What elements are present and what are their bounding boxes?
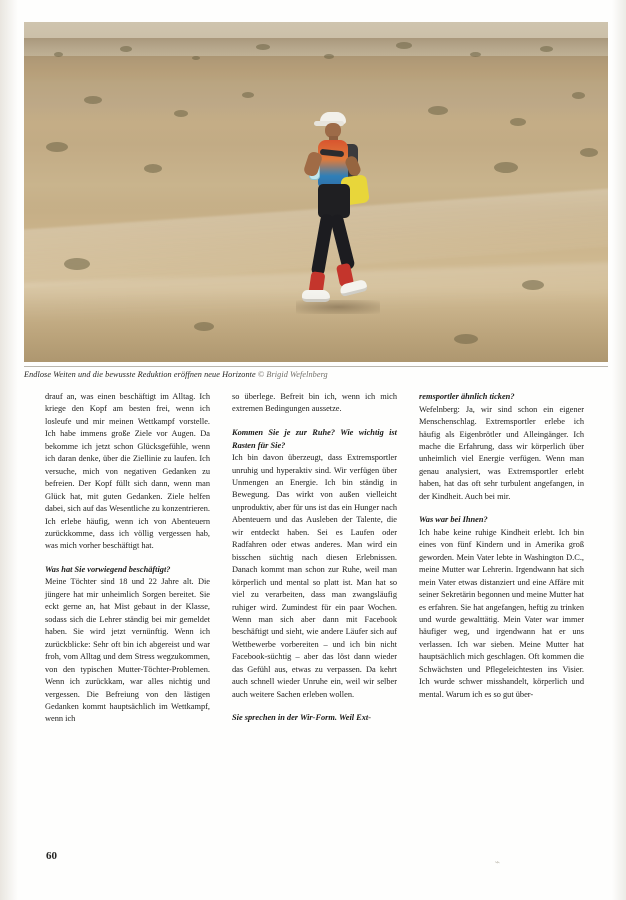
scrub-bush — [144, 164, 162, 173]
scrub-bush — [120, 46, 132, 52]
interview-question: Sie sprechen in der Wir-Form. Weil Ext- — [232, 713, 371, 723]
paragraph: so überlege. Befreit bin ich, wenn ich mich extremen Bedingungen aussetze. — [232, 392, 397, 414]
interview-question: Kommen Sie je zur Ruhe? Wie wichtig ist Rasten für Sie? — [232, 427, 397, 450]
scrub-bush — [428, 106, 448, 115]
scrub-bush — [470, 52, 481, 57]
caption-divider — [24, 366, 608, 367]
paragraph: drauf an, was einen beschäftigt im Alltag. Ich kriege den Kopf am besten frei, wenn ich losleufe und mir meinen Wettkampf vorstelle. Ich habe immens große Ziele vor Augen. Da bekomme ich jetzt schon Glücksgefühle, wenn ich daran denke, über die Ziellinie zu laufen. Ich versuche, mich von negativen Gedanken zu befreien. Der Kopf füllt sich dann, wenn man Glück hat, mit guten Gedanken. Ziele helfen dabei, sich auf das Wesentliche zu konzentrieren. Ich erlebe häufig, wenn ich von Abenteuern zurückkomme, dass ich völlig vergessen hab, was mich vorher beschäftigt hat. — [45, 392, 210, 551]
desert-runner-photo — [24, 22, 608, 362]
scrub-bush — [64, 258, 90, 270]
scrub-bush — [54, 52, 63, 57]
page-bottom-mark: ⌁ — [494, 857, 500, 867]
scrub-bush — [396, 42, 412, 49]
scrub-bush — [46, 142, 68, 152]
article-body — [45, 391, 585, 831]
photo-horizon-ridge — [24, 56, 608, 82]
photo-foreground-shading — [24, 292, 608, 362]
photo-caption-text: Endlose Weiten und die bewusste Reduktion eröffnen neue Horizonte — [24, 370, 256, 379]
scrub-bush — [256, 44, 270, 50]
scrub-bush — [242, 92, 254, 98]
scrub-bush — [84, 96, 102, 104]
scrub-bush — [494, 162, 518, 173]
paragraph: Ich bin davon überzeugt, dass Extremsportler unruhig und hyperaktiv sind. Wir verfügen über Unmengen an Energie. Ich bin ständig in Bewegung. Das wirkt von außen vielleicht unproduktiv, aber für uns ist das ein Hunger nach Abenteuern und das Ausleben der Talente, die wir entdeckt haben. Sei es Laufen oder Radfahren oder etwas anderes. Man wird ein bisschen süchtig nach diesen Erlebnissen. Danach kommt man schon zur Ruhe, weil man körperlich und mental so platt ist. Man hat so viel zu verarbeiten, dass man zwangsläufig ruhiger wird. Zumindest für ein paar Wochen. Wenn man sich aber dann mit Facebook beschäftigt und sieht, wie andere Läufer sich auf Wettbewerbe vorbereiten – und ich bin nicht Facebook-süchtig – aber das löst dann wieder das Gefühl aus, etwas zu verpassen. Da kehrt auch schnell wieder Unruhe ein, weil wir selber auch weitere Sachen erleben wollen. — [232, 453, 397, 699]
interview-question: Was hat Sie vorwiegend beschäftigt? — [45, 564, 171, 574]
scrub-bush — [192, 56, 200, 60]
scrub-bush — [540, 46, 553, 52]
text-column-2 — [232, 391, 397, 831]
paragraph: Wefelnberg: Ja, wir sind schon ein eigener Menschenschlag. Extremsportler erlebe ich häufig als Eigenbrötler und Alleingänger. Ich mache die Erfahrung, dass wir körperlich über unheimlich viel Energie verfügen. Wenn man genau analysiert, was Extremsportler erlebt haben, hat das oft sehr turbulent angefangen, in der Kindheit. Auch bei mir. — [419, 404, 584, 501]
photo-caption — [24, 370, 608, 379]
scrub-bush — [572, 92, 585, 99]
interview-question-continued: remsportler ähnlich ticken? — [419, 392, 515, 401]
page-number: 60 — [46, 850, 57, 862]
runner-shorts — [318, 184, 350, 218]
text-column-3 — [419, 391, 584, 831]
scrub-bush — [510, 118, 526, 126]
paragraph: Ich habe keine ruhige Kindheit erlebt. Ich bin eines von fünf Kindern und in Amerika groß geworden. Mein Vater lebte in Washington D.C., meine Mutter war Lehrerin. Irgendwann hat sich mein Vater etwas distanziert und eine Affäre mit seiner Sekretärin begonnen und meine Mutter hat es erfahren. Sie hat angefangen, heftig zu trinken und wurde gewalttätig. Mein Vater war immer häufiger weg, und irgendwann hat er uns verlassen. Ich war sieben. Meine Mutter hat hauptsächlich mich geschlagen. Oft kommen die Schwächsten und Pflegeleichtesten ins Visier. Ich wurde schwer misshandelt, körperlich und mental. Warum ich es so gut über- — [419, 527, 584, 699]
text-column-1 — [45, 391, 210, 831]
paragraph: Meine Töchter sind 18 und 22 Jahre alt. Die jüngere hat mir unheimlich Sorgen bereitet. Sie eckt gerne an, hat Mist gebaut in der Klasse, sodass sich die Lehrer ständig bei mir gemeldet haben. Sie wird jetzt vernünftig. Wenn ich zurückblicke: Sehr oft bin ich abgereist und war froh, vom Alltag und dem Stress wegzukommen, von den typischen Mutter-Töchter-Problemen. Wenn ich zurückkam, war alles nichtig und vergessen. Die Befreiung von den lästigen Gedanken kommt hauptsächlich im Wettkampf, wenn ich — [45, 577, 210, 724]
scrub-bush — [580, 148, 598, 157]
interview-question: Was war bei Ihnen? — [419, 515, 488, 525]
scrub-bush — [324, 54, 334, 59]
photo-caption-credit: © Brigid Wefelnberg — [257, 370, 328, 379]
scrub-bush — [522, 280, 544, 290]
scrub-bush — [174, 110, 188, 117]
runner-leg-back — [329, 213, 355, 270]
